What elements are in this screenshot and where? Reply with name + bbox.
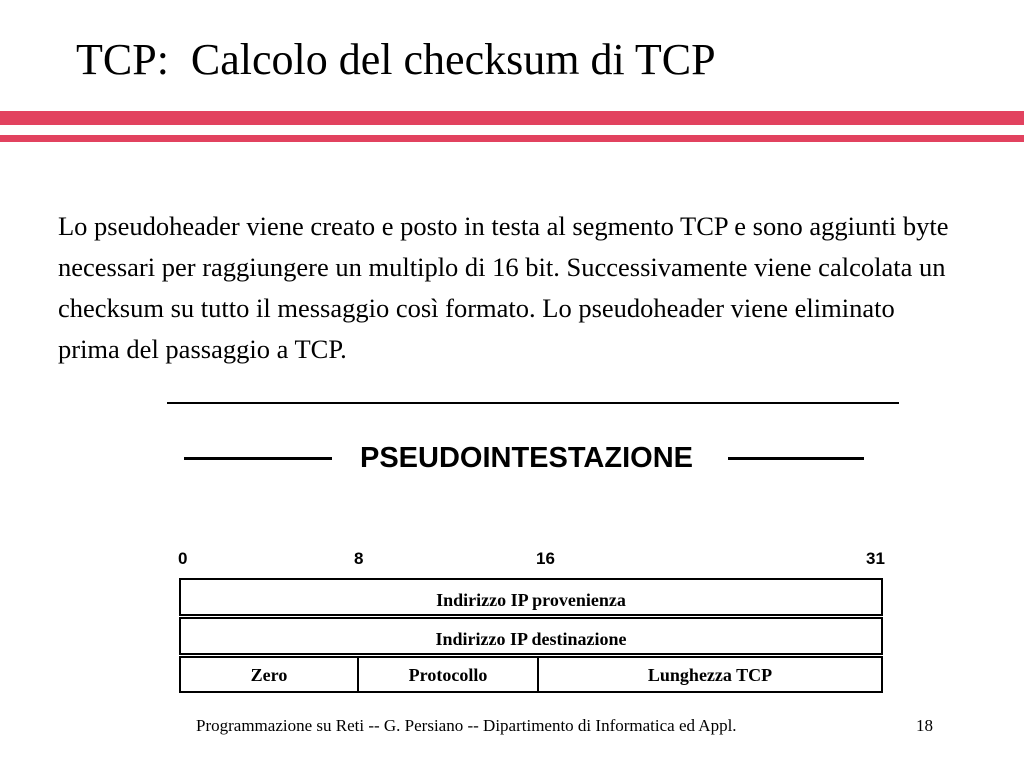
bit-label-16: 16 bbox=[536, 549, 555, 568]
bit-label-8: 8 bbox=[354, 549, 364, 568]
header-stripe-bottom bbox=[0, 135, 1024, 142]
pseudoheader-row-source bbox=[179, 578, 883, 616]
page-number: 18 bbox=[916, 716, 933, 735]
separator-line bbox=[167, 402, 899, 404]
figure-heading-line-right bbox=[728, 457, 864, 460]
figure-heading-line-left bbox=[184, 457, 332, 460]
field-tcp-length: Lunghezza TCP bbox=[647, 665, 773, 685]
body-paragraph: Lo pseudoheader viene creato e posto in testa al segmento TCP e sono aggiunti byte necessari per raggiungere un multiplo di 16 bit. Successivamente viene calcolata un checksum su tutto il messaggio così formato. Lo pseudoheader viene eliminato prima del passaggio a TCP. bbox=[58, 211, 949, 364]
figure-heading-label: PSEUDOINTESTAZIONE bbox=[360, 442, 693, 474]
field-protocol: Protocollo bbox=[408, 665, 488, 685]
field-destination-ip: Indirizzo IP destinazione bbox=[435, 628, 627, 649]
pseudoheader-row-destination bbox=[179, 617, 883, 655]
bit-label-31: 31 bbox=[866, 549, 885, 568]
field-zero: Zero bbox=[250, 665, 288, 685]
pseudoheader-row-zero-proto-length bbox=[179, 656, 883, 693]
figure-heading bbox=[0, 438, 1024, 478]
field-source-ip: Indirizzo IP provenienza bbox=[436, 589, 626, 610]
header-stripe-top bbox=[0, 111, 1024, 125]
slide-title: TCP: Calcolo del checksum di TCP bbox=[76, 35, 716, 84]
footer-text: Programmazione su Reti -- G. Persiano -- Dipartimento di Informatica ed Appl. bbox=[196, 716, 737, 735]
bit-label-0: 0 bbox=[178, 549, 188, 568]
